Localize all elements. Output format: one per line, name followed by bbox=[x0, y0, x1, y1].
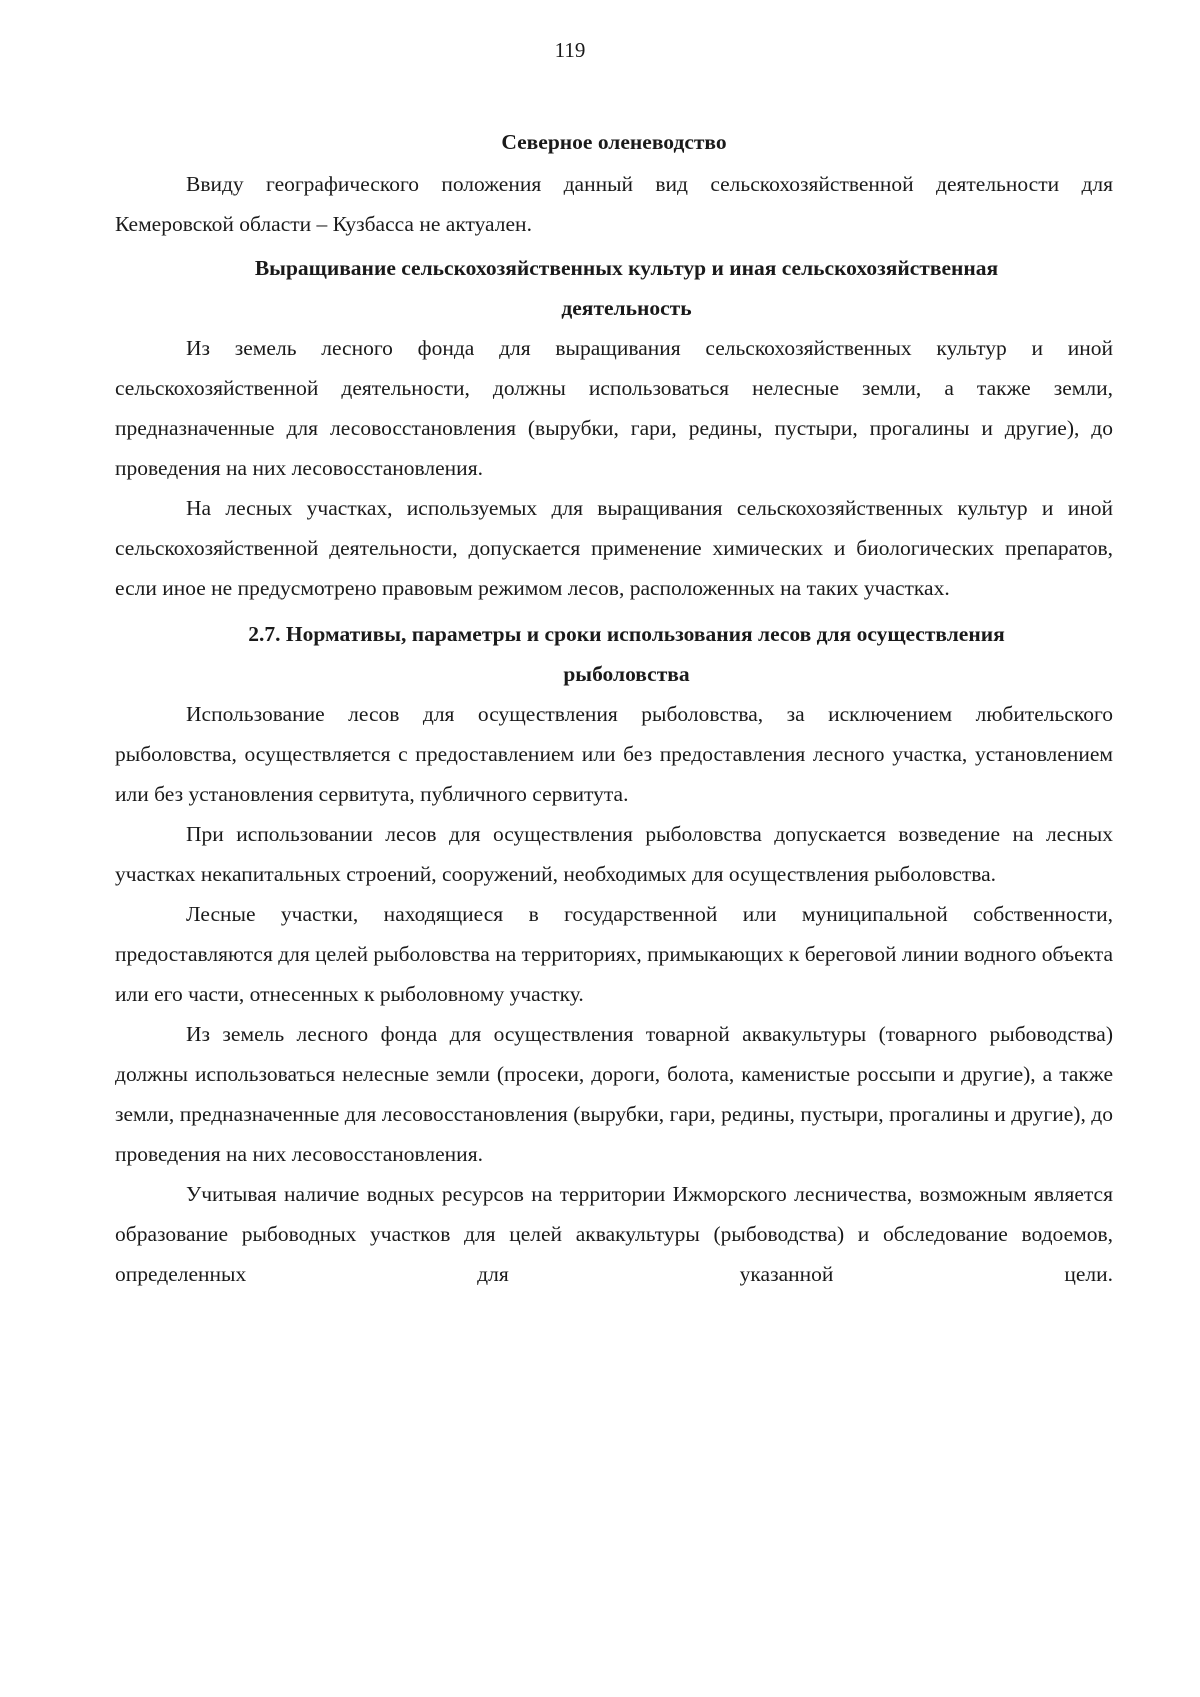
paragraph: При использовании лесов для осуществления рыболовства допускается возведение на лесных участках некапитальных строений, сооружений, необходимых для осуществления рыболовства. bbox=[115, 822, 1113, 886]
heading-line: 2.7. Нормативы, параметры и сроки использования лесов для осуществления bbox=[248, 622, 1005, 646]
heading-fishing-norms bbox=[115, 614, 1113, 694]
page-number: 119 bbox=[554, 38, 586, 62]
heading-line: Выращивание сельскохозяйственных культур и иная сельскохозяйственная bbox=[254, 256, 999, 280]
page-content bbox=[115, 122, 1113, 1294]
paragraph: Лесные участки, находящиеся в государственной или муниципальной собственности, предоставляются для целей рыболовства на территориях, примыкающих к береговой линии водного объекта или его части, отнесенных к рыболовному участку. bbox=[115, 902, 1113, 1006]
paragraph: На лесных участках, используемых для выращивания сельскохозяйственных культур и иной сельскохозяйственной деятельности, допускается применение химических и биологических препаратов, если иное не предусмотрено правовым режимом лесов, расположенных на таких участках. bbox=[115, 496, 1113, 600]
heading-reindeer-herding: Северное оленеводство bbox=[501, 130, 727, 154]
paragraph: Из земель лесного фонда для осуществления товарной аквакультуры (товарного рыбоводства) должны использоваться нелесные земли (просеки, дороги, болота, каменистые россыпи и другие), а также земли, предназначенные для лесовосстановления (вырубки, гари, редины, пустыри, прогалины и другие), до проведения на них лесовосстановления. bbox=[115, 1022, 1113, 1166]
heading-agriculture bbox=[115, 248, 1113, 328]
paragraph: Из земель лесного фонда для выращивания сельскохозяйственных культур и иной сельскохозяйственной деятельности, должны использоваться нелесные земли, а также земли, предназначенные для лесовосстановления (вырубки, гари, редины, пустыри, прогалины и другие), до проведения на них лесовосстановления. bbox=[115, 336, 1113, 480]
heading-line: рыболовства bbox=[563, 662, 690, 686]
heading-line: деятельность bbox=[561, 296, 692, 320]
paragraph: Использование лесов для осуществления рыболовства, за исключением любительского рыболовства, осуществляется с предоставлением или без предоставления лесного участка, установлением или без установления сервитута, публичного сервитута. bbox=[115, 702, 1113, 806]
paragraph: Учитывая наличие водных ресурсов на территории Ижморского лесничества, возможным является образование рыбоводных участков для целей аквакультуры (рыбоводства) и обследование водоемов, определенных для указанной цели. bbox=[115, 1182, 1113, 1286]
paragraph: Ввиду географического положения данный вид сельскохозяйственной деятельности для Кемеровской области – Кузбасса не актуален. bbox=[115, 172, 1113, 236]
